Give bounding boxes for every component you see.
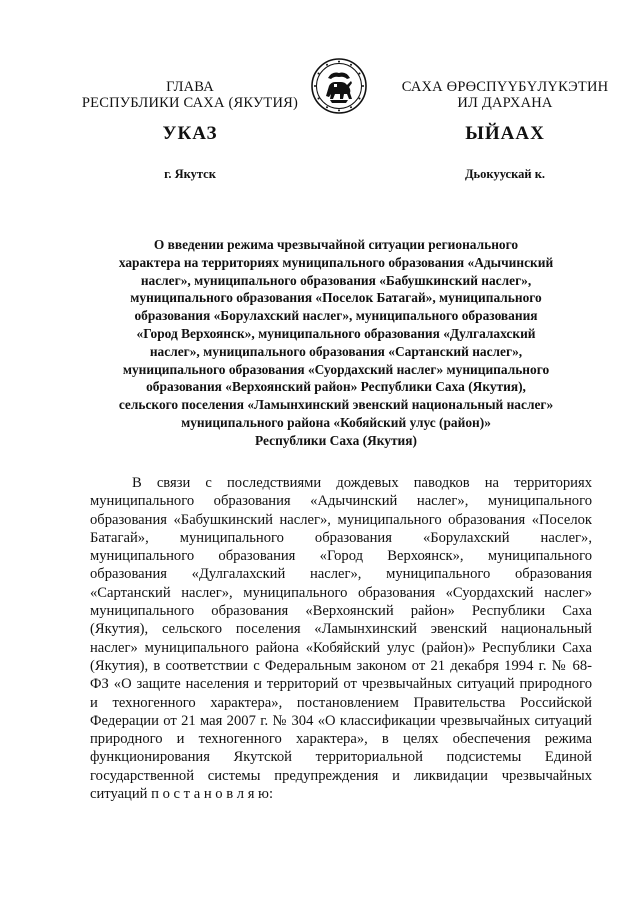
body-line: Федерации от 21 мая 2007 г. № 304 «О классификации чрезвычайных ситуаций <box>90 712 592 729</box>
decree-body-paragraph <box>90 474 592 803</box>
header-left-line2: РЕСПУБЛИКИ САХА (ЯКУТИЯ) <box>81 95 299 111</box>
body-line: В связи с последствиями дождевых паводков на территориях <box>132 475 592 491</box>
doc-type-yakut: ЫЙААХ <box>465 123 545 144</box>
body-line: Батагай», муниципального образования «Борулахский наслег», <box>90 529 592 546</box>
coat-of-arms-emblem-icon <box>311 58 367 114</box>
title-line: муниципального образования «Поселок Батагай», муниципального <box>130 290 542 306</box>
decree-title <box>86 236 586 450</box>
body-line: государственной системы предупреждения и ликвидации чрезвычайных <box>90 767 592 784</box>
body-line: (Якутия), в соответствии с Федеральным законом от 21 декабря 1994 г. № 68- <box>90 657 592 674</box>
title-line: характера на территориях муниципального образования «Адычинский <box>118 254 554 270</box>
body-line: образования «Дулгалахский наслег», муниципального образования <box>90 566 592 583</box>
city-yakut: Дьокуускай к. <box>464 167 546 181</box>
title-line: муниципального района «Кобяйский улус (район)» <box>181 414 491 430</box>
body-line: функционирования Якутской территориальной подсистемы Единой <box>90 749 592 766</box>
title-line: наслег», муниципального образования «Бабушкинский наслег», <box>140 272 532 288</box>
header-right-line1: САХА ӨРӨСПҮҮБҮЛҮКЭТИН <box>401 79 609 95</box>
title-line: образования «Борулахский наслег», муниципального образования <box>134 308 538 324</box>
body-line: ФЗ «О защите населения и территорий от чрезвычайных ситуаций природного <box>90 676 592 693</box>
title-line: наслег», муниципального образования «Сартанский наслег», <box>149 343 523 359</box>
title-line: муниципального образования «Суордахский наслег» муниципального <box>122 361 550 377</box>
title-line: О введении режима чрезвычайной ситуации регионального <box>153 237 519 252</box>
title-line: Республики Саха (Якутия) <box>255 432 417 448</box>
body-line: «Сартанский наслег», муниципального образования «Суордахский наслег» <box>90 584 592 601</box>
body-line: муниципального образования «Город Верхоянск», муниципального <box>90 548 592 565</box>
body-line: ситуаций п о с т а н о в л я ю: <box>90 786 274 803</box>
body-line: и техногенного характера», постановлением Правительства Российской <box>90 694 592 711</box>
body-line: наслег» муниципального района «Кобяйский улус (район)» Республики Саха <box>90 639 592 656</box>
city-russian: г. Якутск <box>164 167 216 181</box>
doc-type-russian: УКАЗ <box>162 123 218 144</box>
body-line: муниципального образования «Верхоянский район» Республики Саха <box>90 603 592 620</box>
header-left-authority <box>80 79 300 111</box>
body-line: муниципального образования «Адычинский наслег», муниципального <box>90 493 592 510</box>
body-line: образования «Бабушкинский наслег», муниципального образования «Поселок <box>90 511 592 528</box>
header-right-authority <box>390 79 620 111</box>
title-line: сельского поселения «Ламынхинский эвенский национальный наслег» <box>118 397 554 413</box>
title-line: образования «Верхоянский район» Республики Саха (Якутия), <box>146 379 526 395</box>
body-line: (Якутия), сельского поселения «Ламынхинский эвенский национальный <box>90 621 592 638</box>
title-line: «Город Верхоянск», муниципального образования «Дулгалахский <box>136 325 536 341</box>
header-left-line1: ГЛАВА <box>166 79 214 95</box>
header-right-line2: ИЛ ДАРХАНА <box>457 95 553 111</box>
body-line: природного и техногенного характера», в целях обеспечения режима <box>90 731 592 748</box>
